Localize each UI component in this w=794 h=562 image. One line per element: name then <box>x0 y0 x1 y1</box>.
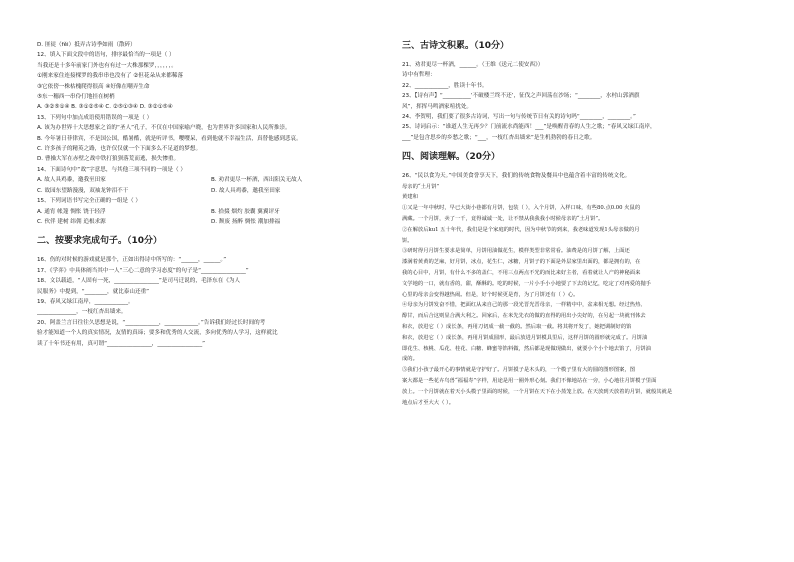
text-line: 案大都是一些花卉鸟兽“福福寿”字样，用途是用一圈外形心刻。我们不像地站在一旁，小心地往月饼模子里面 <box>402 378 657 384</box>
text-line: 文学地的一口，就有香的，甜，酥酥的。吃的时候，一片小手小小地要了下去的记忆，吃定了对再爱的抛手 <box>402 280 651 287</box>
text-line: 16、伤的对时候的游戏就是那个，正如出得诗中所写的：“______，______。” <box>37 257 227 264</box>
text-line: 地点后才至大大（ ）。 <box>402 399 455 406</box>
text-line: 醇甘，而后合这则显合满大利之。回家后，在米先先衣的做的直得的用出小尖好的，在另起一块就刊体去 <box>402 313 646 320</box>
text-line: B. 今年暑日菲律宾，不是国公国，酷暑酷，就是听评书，嘤嘤呆，看到他就不幸福生活，真替他感到悲哀。 <box>37 135 302 142</box>
text-line: ______________，一枝红杏出墙来。 <box>37 309 127 316</box>
option: D. 颓废 扬醉 惆怅 潮加排福 <box>211 218 281 225</box>
text-line: ⑤我们小孩子最开心的事情就是守护好了。月饼摸子是木头的，一个模子里有大的圆的图形图案，图 <box>402 367 636 374</box>
text-line: 20、阿盖兰言曰往往久思想是说，“____________，____________。”告诉我们经过长时间的考 <box>37 319 266 326</box>
left-question-block-a <box>37 40 385 175</box>
option-row <box>37 217 385 227</box>
text-line: D. 曹操大军在赤壁之战中铁打狼狈落荒而逃，损失惨重。 <box>37 156 180 163</box>
text-line: 12、填入下面文段中的语句，排序最恰当的一项是（ ） <box>37 52 175 59</box>
text-line: 验才能知道一个人的真实情况，友情的真谛；要多和优秀的人交流，多向优秀的人学习，这样就比 <box>37 330 278 337</box>
option-row <box>37 186 385 196</box>
text-line: 17、《学弈》中具体阐当其中一人“三心二意的学习态度”的句子是“________________” <box>37 267 249 274</box>
text-line: ___”是包含思乡的乡愁之歌；“___，一枝红杏出墙来”是生机勃勃的春日之歌。 <box>402 134 596 141</box>
text-line: 25、诗词启示：“谁道人生无再少？门前流水尚能西！___”是唤醒青春的人生之歌；“春风又绿江南岸， <box>402 124 656 131</box>
text-line: 满藏。一个月饼，卖了一千，竟得诚诚一处，让不禁从我我我小时候母亲的“土月饼”。 <box>402 216 604 223</box>
option: B. 劝君更尽一杯酒，西出阳关无故人 <box>211 177 303 184</box>
reading-title: 母亲的“土月饼” <box>402 183 440 190</box>
text-line: ①又是一年中秋时，早已大街小巷都有月饼，包装（ ），入个月饼，入样口味，有些80.点0.00 火鼠的 <box>402 205 641 212</box>
text-line: ⑤东一穗西一串伶仃地挂在树梢 <box>37 94 115 101</box>
text-line: 和衣，放进它（ ）成长条，再用刀切成一截一截的。然后取一截。将其将开发了，她把调制好的馅 <box>402 324 632 331</box>
text-line: 23、【诗有声】“__________‘不破楼兰终不还’，征伐之声回荡在沙场；“________，水村山郭酒旗 <box>402 93 640 100</box>
option: A. 通宵 帐篷 惆怅 饶于轻浮 <box>37 208 106 215</box>
section-3-heading: 三、古诗文积累。（10分） <box>402 41 510 51</box>
option-row <box>37 207 385 217</box>
q26-stem <box>402 171 760 181</box>
reading-author: 黄建和 <box>402 194 418 201</box>
option: B. 拾掇 烟灼 胶囊 翼翼评牙 <box>211 208 280 215</box>
text-line: 饼。 <box>402 237 413 244</box>
text-line: D. 匪徒（fěi）抵弄古诗季如雨（散碎） <box>37 42 136 48</box>
section-4-heading: 四、阅读理解。（20分） <box>402 152 501 163</box>
option-row <box>37 175 385 185</box>
text-line: 和衣，放进它（ ）成长条，再用月饼成圆形，最后放进月饼模具里后，这样月饼的圆形就完成了。月饼油 <box>402 334 648 341</box>
text-line: ③它依傍一株枯槐爬得很高 ④好像在嘲弄生命 <box>37 83 150 90</box>
text-line: A. ③②⑤①④ B. ③①②⑤④ C. ②⑤①③④ D. ③②①⑤④ <box>37 104 173 111</box>
right-column <box>402 40 760 408</box>
reading-passage <box>402 203 760 408</box>
text-line: ②在解放后ku1 五十年代，我们是是个家庭的时代，因为中秋节的到来，我老味道发现1头母亲做的月 <box>402 226 640 233</box>
left-column <box>37 40 385 349</box>
q14-options <box>37 175 385 196</box>
text-line: A. 该为办世界十大思想家之首的“圣人”孔子，不仅在中国家喻户晓，也为世界许多国家和人民所推崇。 <box>37 125 291 132</box>
section-2-heading: 二、按要求完成句子。（10分） <box>37 236 163 247</box>
text-line: 当我还是十多年前家门外也有有过一大株那棵罗，，，，，，。 <box>37 62 177 69</box>
option: C. 伙伴 建树 纬佣 追根求源 <box>37 218 106 225</box>
text-line: 民服务》中提到，“________，就比泰山还重” <box>37 288 150 295</box>
q15-stem: 15、下列词语书写完全正确的一组是（ ） <box>37 198 141 205</box>
text-line: 22、____________，胜读十年书。 <box>402 82 488 89</box>
text-line: 诗中有哲理： <box>402 72 436 79</box>
text-line: 漆满着黄黄的芝麻，好月饼，冰点，花生仁，冰糖，月饼子的下面是外层家里出面的，都是拥有的，在 <box>402 259 641 266</box>
text-line: 19、春风又绿江南岸，____________。 <box>37 298 134 305</box>
text-line: 18、文以载道，“人固有一死，________________”是司马迁说的，毛泽东在《为人 <box>37 278 241 285</box>
text-line: 心里的母亲会变得越热闹。但是，好个时候更是育，为了月饼还有（ ）心。 <box>402 291 579 298</box>
text-line: 即花生、核桃、瓜花、桂花、白糖、蜂蜜等馅料做，然后都是现做现做出，就要小个小个地去馅了，月饼油 <box>402 345 651 352</box>
text-line: 放上。一个月饼就在着天小头模子里面的时候，一个月饼在天下在小蒸笼上放。在天放到天放着的月饼，就般其就是 <box>402 388 673 395</box>
q15-options <box>37 207 385 228</box>
option: D. 故人具鸡黍，邀我至田家 <box>211 187 281 194</box>
text-line: 21、劝君更尽一杯酒，______。（王维《送元二使安西》） <box>402 62 544 68</box>
text-line: 14、下面诗句中“故”字意思，与其他三项不同的一项是（ ） <box>37 166 186 173</box>
text-line: 读了十年书还有用，真可谓“________________，________________” <box>37 340 206 347</box>
text-line: 我的心目中，月饼，有什么不多的盖仁，不用三点两点不光的而比来好主者，看着就让人产的神秘面来 <box>402 270 641 277</box>
left-question-block-b <box>37 255 385 349</box>
text-line: ①刚来家住连接棵罗的我串串也没有了 ②但花朵从来都稀落 <box>37 73 184 80</box>
right-question-block-a <box>402 60 760 143</box>
text-line: 26、“民以食为天。”中国美食誉享天下，我们的传统食物及餐具中也蕴含着丰富的传统文化。 <box>402 173 631 180</box>
text-line: 13、下列句中加点成语使用错误的一项是（ ） <box>37 114 153 121</box>
option: C. 故园东望路漫漫，双袖龙钟泪不干 <box>37 187 129 194</box>
text-line: 24、李贺明，我们要了很多古诗词，写出一句与传统节日有关的诗句吗“________，________。” <box>402 114 636 121</box>
text-line: ④母亲为月饼发奋不惜，把面红从来自己的那一段光晋光晋母亲，一样精中中，盆来相无想。经过热热、 <box>402 302 646 309</box>
text-line: 风”，挥挥马鸣酒家喧扰处。 <box>402 103 473 110</box>
option: A. 故人具鸡黍，邀我至田家 <box>37 177 106 184</box>
text-line: ③研时得月月饼生要求是简单，月饼用油做花生，模样类型非常常看。油费是的月饼了解，上面还 <box>402 248 630 255</box>
text-line: 成的。 <box>402 356 418 363</box>
text-line: C. 许多孩子的精英之路，也许仅仅就一个下面多么不足道的梦想。 <box>37 146 202 153</box>
